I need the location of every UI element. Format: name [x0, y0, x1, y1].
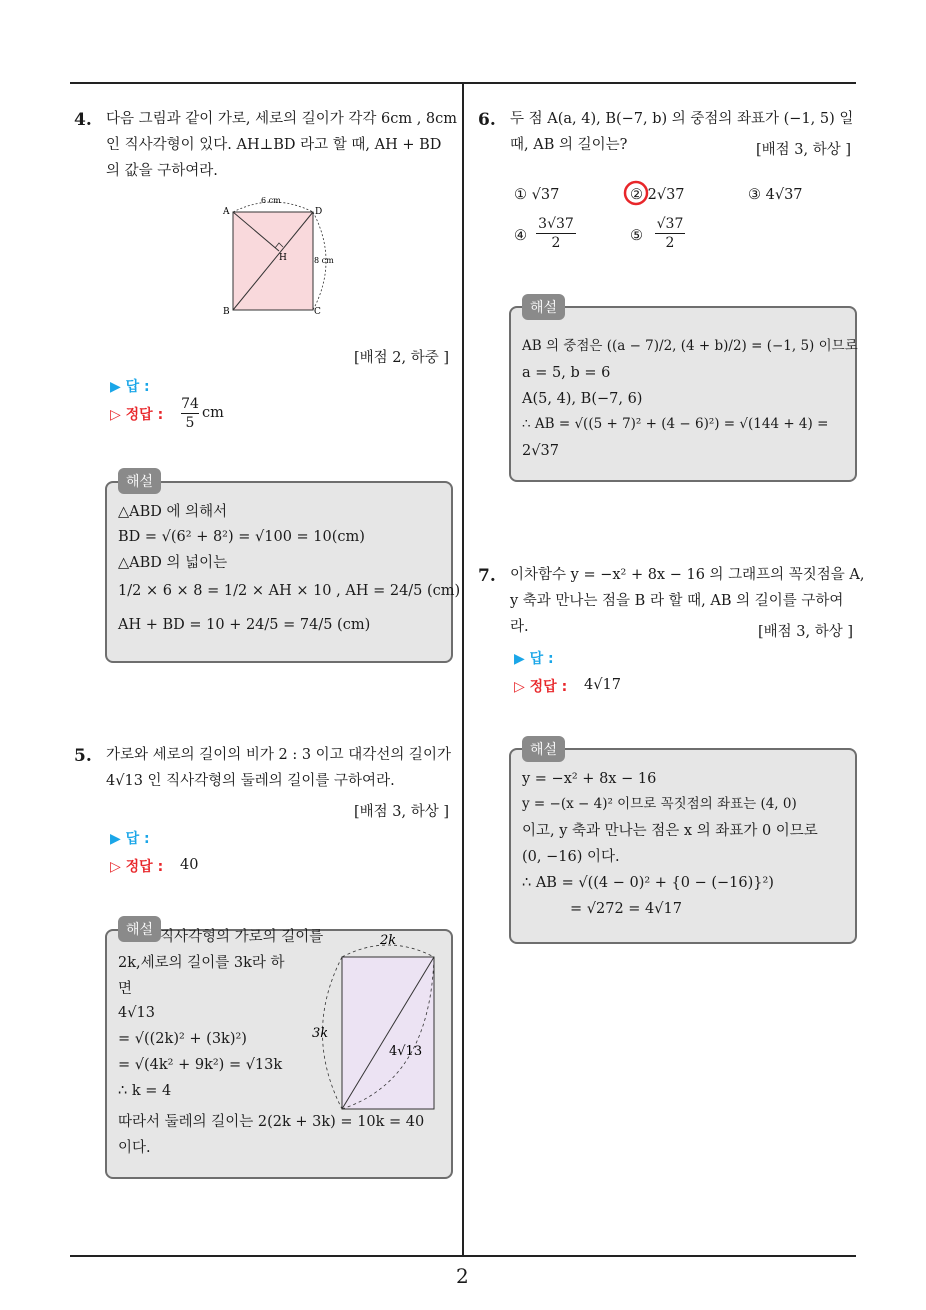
q6-solution-tag: 해설	[522, 294, 565, 320]
q6-number: 6.	[478, 110, 496, 130]
q4-solution-tag: 해설	[118, 468, 161, 494]
q4-correct-fraction	[181, 397, 199, 430]
q6-option1[interactable]: ① √37	[514, 187, 560, 203]
q5-sol-line7: ∴ k = 4	[118, 1083, 172, 1099]
q4-sol-line1: △ABD 에 의해서	[118, 504, 228, 520]
q7-sol-line4: (0, −16) 이다.	[522, 849, 620, 865]
q4-sol-line3: △ABD 의 넓이는	[118, 555, 228, 571]
q5-correct-label: ▷ 정답 :	[110, 859, 164, 875]
q6-option5[interactable]: ⑤	[630, 228, 643, 244]
q4-line2: 인 직사각형이 있다. AH⊥BD 라고 할 때, AH + BD	[106, 137, 442, 153]
q4-label-b: B	[223, 307, 230, 317]
q4-label-width: 6 cm	[261, 196, 281, 205]
q4-score: [배점 2, 하중 ]	[354, 350, 450, 366]
q7-number: 7.	[478, 566, 496, 586]
q7-answer-label: ▶ 답 :	[514, 651, 554, 667]
q4-correct-den: 5	[185, 415, 195, 431]
q5-sol-line4: 4√13	[118, 1005, 155, 1021]
q4-correct-label: ▷ 정답 :	[110, 407, 164, 423]
q5-correct-value: 40	[180, 857, 199, 873]
q5-figure	[305, 930, 445, 1115]
q7-solution-tag: 해설	[522, 736, 565, 762]
q4-label-d: D	[315, 207, 323, 217]
q5-sol-line5: = √((2k)² + (3k)²)	[118, 1031, 247, 1047]
q5-solution-tag: 해설	[118, 916, 161, 942]
q7-correct-value: 4√17	[584, 677, 621, 693]
q6-option4-fraction	[536, 217, 576, 250]
q6-sol-line5: 2√37	[522, 443, 559, 459]
q5-label-diag: 4√13	[389, 1044, 423, 1059]
page-number: 2	[456, 1264, 469, 1288]
q7-sol-line2: y = −(x − 4)² 이므로 꼭짓점의 좌표는 (4, 0)	[522, 796, 797, 812]
q6-score: [배점 3, 하상 ]	[756, 142, 852, 158]
q4-label-height: 8 cm	[314, 256, 334, 265]
q5-answer-label: ▶ 답 :	[110, 831, 150, 847]
q4-answer-label: ▶ 답 :	[110, 379, 150, 395]
q6-option4[interactable]: ④	[514, 228, 527, 244]
q6-option5-fraction	[655, 217, 685, 250]
q5-line2: 4√13 인 직사각형의 둘레의 길이를 구하여라.	[106, 773, 395, 789]
q7-sol-line3: 이고, y 축과 만나는 점은 x 의 좌표가 0 이므로	[522, 823, 818, 839]
bottom-rule	[70, 1255, 856, 1257]
q6-option3[interactable]: ③ 4√37	[748, 187, 803, 203]
q5-sol-line6: = √(4k² + 9k²) = √13k	[118, 1057, 283, 1073]
q7-line2: y 축과 만나는 점을 B 라 할 때, AB 의 길이를 구하여	[510, 593, 844, 609]
q5-sol-line9: 이다.	[118, 1140, 151, 1156]
q6-sol-line1: AB 의 중점은 ((a − 7)/2, (4 + b)/2) = (−1, 5) 이므로	[522, 338, 858, 354]
q4-label-h: H	[279, 253, 287, 263]
q6-sol-line2: a = 5, b = 6	[522, 365, 611, 381]
q4-line3: 의 값을 구하여라.	[106, 163, 218, 179]
q7-sol-line6: = √272 = 4√17	[570, 901, 682, 917]
q5-line1: 가로와 세로의 길이의 비가 2 : 3 이고 대각선의 길이가	[106, 747, 451, 763]
q5-sol-line1: 직사각형의 가로의 길이를	[160, 929, 324, 945]
q4-sol-line5: AH + BD = 10 + 24/5 = 74/5 (cm)	[118, 617, 371, 633]
q5-label-left: 3k	[312, 1026, 329, 1041]
q7-correct-label: ▷ 정답 :	[514, 679, 568, 695]
q7-sol-line5: ∴ AB = √((4 − 0)² + {0 − (−16)}²)	[522, 875, 774, 891]
q4-correct-unit: cm	[202, 405, 224, 421]
q4-label-a: A	[223, 207, 230, 217]
q7-line1: 이차함수 y = −x² + 8x − 16 의 그래프의 꼭짓점을 A,	[510, 567, 865, 583]
q6-option5-num: √37	[656, 216, 684, 232]
q5-score: [배점 3, 하상 ]	[354, 804, 450, 820]
q5-label-top: 2k	[380, 933, 397, 948]
q4-sol-line4: 1/2 × 6 × 8 = 1/2 × AH × 10 , AH = 24/5 (cm)	[118, 583, 461, 599]
column-divider	[462, 82, 464, 1256]
q6-option5-den: 2	[665, 235, 675, 251]
q7-line3: 라.	[510, 619, 529, 635]
q4-label-c: C	[314, 307, 321, 317]
q6-option4-den: 2	[551, 235, 561, 251]
q6-line2: 때, AB 의 길이는?	[510, 137, 628, 153]
q4-sol-line2: BD = √(6² + 8²) = √100 = 10(cm)	[118, 529, 365, 545]
q4-correct-num: 74	[181, 396, 199, 412]
q6-line1: 두 점 A(a, 4), B(−7, b) 의 중점의 좌표가 (−1, 5) 일	[510, 111, 854, 127]
q6-option2[interactable]: ② 2√37	[630, 187, 685, 203]
q4-line1: 다음 그림과 같이 가로, 세로의 길이가 각각 6cm , 8cm	[106, 111, 458, 127]
q5-sol-line8: 따라서 둘레의 길이는 2(2k + 3k) = 10k = 40	[118, 1114, 425, 1130]
q7-score: [배점 3, 하상 ]	[758, 624, 854, 640]
q4-figure	[215, 190, 345, 320]
q4-number: 4.	[74, 110, 92, 130]
q5-sol-line3: 면	[118, 981, 133, 997]
q7-sol-line1: y = −x² + 8x − 16	[522, 771, 657, 787]
q6-sol-line4: ∴ AB = √((5 + 7)² + (4 − 6)²) = √(144 + 4) =	[522, 416, 829, 432]
q5-sol-line2: 2k,세로의 길이를 3k라 하	[118, 955, 285, 971]
q6-sol-line3: A(5, 4), B(−7, 6)	[522, 391, 643, 407]
q5-number: 5.	[74, 746, 92, 766]
q6-option4-num: 3√37	[538, 216, 574, 232]
